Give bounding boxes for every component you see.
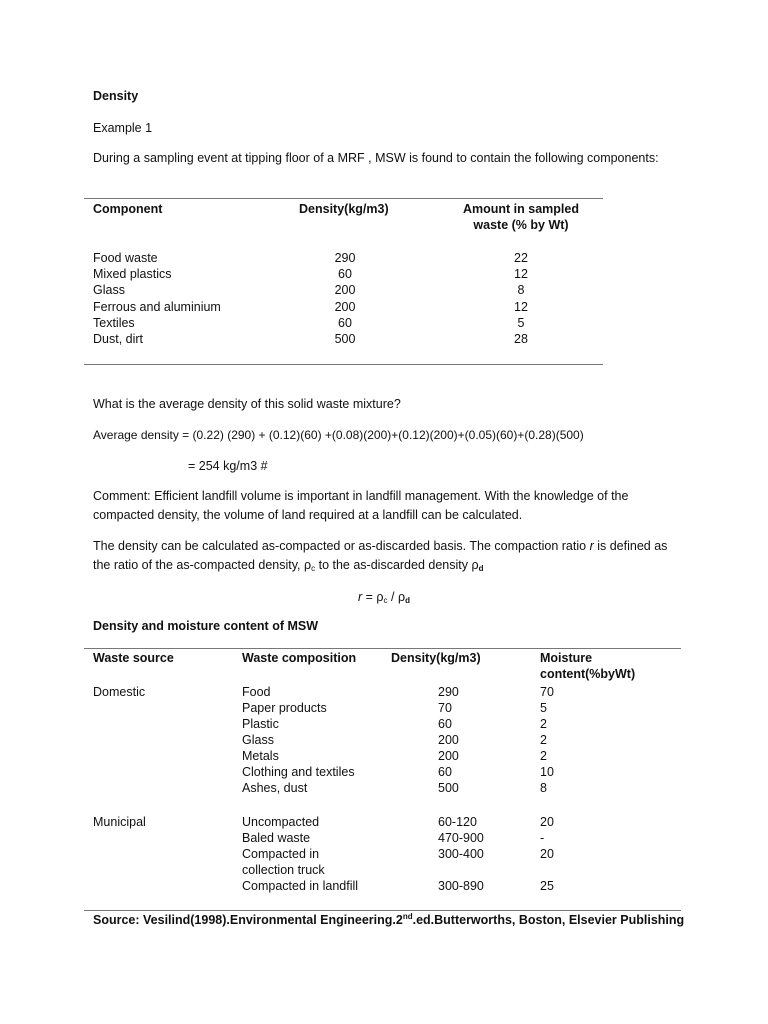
source-citation-text-end: .ed.Butterworths, Boston, Elsevier Publishing xyxy=(412,913,685,927)
formula-r: r xyxy=(358,590,363,604)
table1-cell-density: 290 xyxy=(334,251,356,265)
table2-header-source: Waste source xyxy=(93,651,174,665)
table2-cell-density: 300-890 xyxy=(438,879,484,893)
table1-cell-density: 60 xyxy=(338,316,352,330)
table1-header-amount-line2: waste (% by Wt) xyxy=(473,218,569,232)
density-text-part3: to the as-discarded density xyxy=(315,558,472,572)
table1-cell-density: 500 xyxy=(334,332,356,346)
formula-sub-d: d xyxy=(405,596,410,605)
table2-title: Density and moisture content of MSW xyxy=(93,619,319,633)
equation-result: = 254 kg/m3 # xyxy=(188,459,268,473)
table2-bottom-rule xyxy=(84,910,681,911)
table1-cell-component: Ferrous and aluminium xyxy=(93,300,221,314)
table2-cell-moisture: 70 xyxy=(540,685,554,699)
compaction-ratio-formula xyxy=(358,589,410,605)
table2-cell-moisture: 2 xyxy=(540,749,547,763)
table2-header-composition: Waste composition xyxy=(242,651,357,665)
intro-paragraph: During a sampling event at tipping floor of a MRF , MSW is found to contain the following components: xyxy=(93,151,659,165)
table1-cell-component: Glass xyxy=(93,283,125,297)
formula-sub-c: c xyxy=(383,596,388,605)
table2-top-rule xyxy=(84,648,681,649)
table1-top-rule xyxy=(84,198,603,199)
table2-header-density: Density(kg/m3) xyxy=(391,651,481,665)
table2-cell-composition: Compacted in xyxy=(242,847,320,861)
density-definition-paragraph xyxy=(93,537,683,575)
table2-cell-density: 470-900 xyxy=(438,831,484,845)
table2-cell-density: 60 xyxy=(438,765,452,779)
table2-cell-moisture: - xyxy=(540,831,545,845)
table2-cell-composition: Paper products xyxy=(242,701,327,715)
table2-source-municipal: Municipal xyxy=(93,815,146,829)
source-citation-text: Source: Vesilind(1998).Environmental Engineering.2 xyxy=(93,913,403,927)
table2-header-moisture-line1: Moisture xyxy=(540,651,593,665)
table2-cell-moisture: 25 xyxy=(540,879,554,893)
formula-equals: = xyxy=(362,590,377,604)
average-density-equation: Average density = (0.22) (290) + (0.12)(60) +(0.08)(200)+(0.12)(200)+(0.05)(60)+(0.28)(500) xyxy=(93,428,584,442)
table2-cell-moisture: 10 xyxy=(540,765,554,779)
table1-header-amount-line1: Amount in sampled xyxy=(463,202,579,216)
table2-cell-density: 60-120 xyxy=(438,815,477,829)
table2-cell-density: 70 xyxy=(438,701,452,715)
table2-cell-density: 300-400 xyxy=(438,847,484,861)
formula-slash: / xyxy=(387,590,398,604)
table1-bottom-rule xyxy=(84,364,603,365)
table2-cell-moisture: 20 xyxy=(540,815,554,829)
table2-cell-composition: Glass xyxy=(242,733,274,747)
table2-cell-moisture: 8 xyxy=(540,781,547,795)
rho-symbol: ρ xyxy=(304,558,312,572)
table1-cell-component: Food waste xyxy=(93,251,158,265)
formula-rho: ρ xyxy=(397,590,406,604)
table2-cell-composition: Compacted in landfill xyxy=(242,879,359,893)
table2-cell-density: 290 xyxy=(438,685,459,699)
subscript-c: c xyxy=(311,564,316,573)
table2-source-domestic: Domestic xyxy=(93,685,146,699)
subscript-d: d xyxy=(478,564,484,573)
density-text-part1: The density can be calculated as-compacted or as-discarded basis. The compaction ratio xyxy=(93,539,590,553)
table2-cell-density: 200 xyxy=(438,733,459,747)
example-label: Example 1 xyxy=(93,121,153,135)
table2-cell-composition: Uncompacted xyxy=(242,815,320,829)
table1-header-component: Component xyxy=(93,202,163,216)
table2-cell-composition: Baled waste xyxy=(242,831,311,845)
table2-cell-composition: Food xyxy=(242,685,271,699)
table2-cell-composition: Ashes, dust xyxy=(242,781,308,795)
table2-cell-moisture: 5 xyxy=(540,701,547,715)
table2-cell-composition: Clothing and textiles xyxy=(242,765,355,779)
density-text-part2: is defined as the ratio of the as-compacted density, xyxy=(93,539,668,572)
comment-paragraph: Comment: Efficient landfill volume is important in landfill management. With the knowledge of the compacted density, the volume of land required at a landfill can be calculated. xyxy=(93,489,629,522)
page-title: Density xyxy=(93,89,139,103)
table1-cell-component: Dust, dirt xyxy=(93,332,144,346)
table1-cell-density: 60 xyxy=(338,267,352,281)
table2-cell-density: 60 xyxy=(438,717,452,731)
table2-cell-density: 500 xyxy=(438,781,459,795)
source-citation xyxy=(93,912,684,928)
table2-cell-density: 200 xyxy=(438,749,459,763)
table2-cell-composition: Plastic xyxy=(242,717,279,731)
formula-rho: ρ xyxy=(376,590,384,604)
table2-cell-composition: Metals xyxy=(242,749,279,763)
table2-cell-moisture: 2 xyxy=(540,717,547,731)
table1-cell-amount: 5 xyxy=(517,316,525,330)
table1-cell-amount: 8 xyxy=(517,283,525,297)
table2-cell-moisture: 2 xyxy=(540,733,547,747)
question-text: What is the average density of this solid waste mixture? xyxy=(93,397,401,411)
table1-header-density: Density(kg/m3) xyxy=(299,202,389,216)
table1-cell-amount: 28 xyxy=(514,332,528,346)
rho-symbol: ρ xyxy=(471,558,479,572)
table1-cell-amount: 12 xyxy=(514,300,528,314)
table2-cell-composition-line2: collection truck xyxy=(242,863,325,877)
table1-cell-amount: 12 xyxy=(514,267,528,281)
table2-header-moisture-line2: content(%byWt) xyxy=(540,667,636,681)
table2-cell-moisture: 20 xyxy=(540,847,554,861)
table1-cell-density: 200 xyxy=(334,283,356,297)
table1-cell-density: 200 xyxy=(334,300,356,314)
table1-cell-component: Mixed plastics xyxy=(93,267,172,281)
ratio-symbol: r xyxy=(589,539,594,553)
table1-cell-component: Textiles xyxy=(93,316,135,330)
source-citation-superscript: nd xyxy=(402,912,413,921)
table1-cell-amount: 22 xyxy=(514,251,528,265)
